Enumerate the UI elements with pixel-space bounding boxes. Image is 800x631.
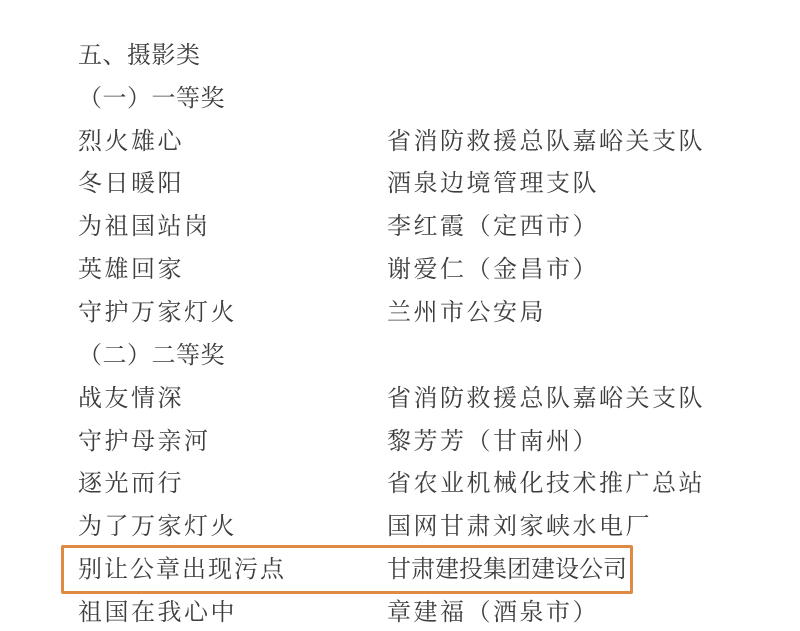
entry-winner: 省消防救援总队嘉峪关支队 [387, 385, 705, 412]
award-entry-row [0, 288, 800, 331]
document-body [0, 74, 800, 631]
award-entry-row [0, 417, 800, 460]
award-entry-row [0, 160, 800, 203]
entry-winner: 章建福（酒泉市） [387, 599, 599, 626]
entry-work-title: 别让公章出现污点 [78, 557, 286, 584]
entry-winner: 李红霞（定西市） [387, 214, 599, 241]
award-entry-row [0, 117, 800, 160]
entry-work-title: 冬日暖阳 [78, 171, 184, 198]
entry-winner: 兰州市公安局 [387, 299, 546, 326]
prize-tier-heading-line [0, 331, 800, 374]
award-entry-row [0, 502, 800, 545]
entry-winner: 省消防救援总队嘉峪关支队 [387, 128, 705, 155]
entry-work-title: 为了万家灯火 [78, 514, 237, 541]
entry-work-title: 英雄回家 [78, 257, 184, 284]
entry-work-title: 守护母亲河 [78, 428, 211, 455]
prize-tier-heading-line [0, 74, 800, 117]
prize-tier-heading: （一）一等奖 [78, 85, 225, 112]
entry-work-title: 战友情深 [78, 385, 184, 412]
entry-winner: 酒泉边境管理支队 [387, 171, 599, 198]
entry-winner: 省农业机械化技术推广总站 [387, 471, 705, 498]
entry-work-title: 为祖国站岗 [78, 214, 211, 241]
award-entry-row [0, 588, 800, 631]
award-entry-row [0, 545, 800, 588]
award-entry-row [0, 202, 800, 245]
entry-work-title: 守护万家灯火 [78, 299, 237, 326]
entry-work-title: 烈火雄心 [78, 128, 184, 155]
award-entry-row [0, 245, 800, 288]
section-title-line [0, 31, 800, 74]
award-entry-row [0, 459, 800, 502]
entry-winner: 甘肃建投集团建设公司 [387, 557, 627, 584]
award-entry-row [0, 374, 800, 417]
entry-work-title: 祖国在我心中 [78, 599, 237, 626]
entry-winner: 谢爱仁（金昌市） [387, 257, 599, 284]
entry-winner: 黎芳芳（甘南州） [387, 428, 599, 455]
prize-tier-heading: （二）二等奖 [78, 342, 225, 369]
entry-winner: 国网甘肃刘家峡水电厂 [387, 514, 652, 541]
entry-work-title: 逐光而行 [78, 471, 184, 498]
section-title: 五、摄影类 [78, 42, 201, 69]
